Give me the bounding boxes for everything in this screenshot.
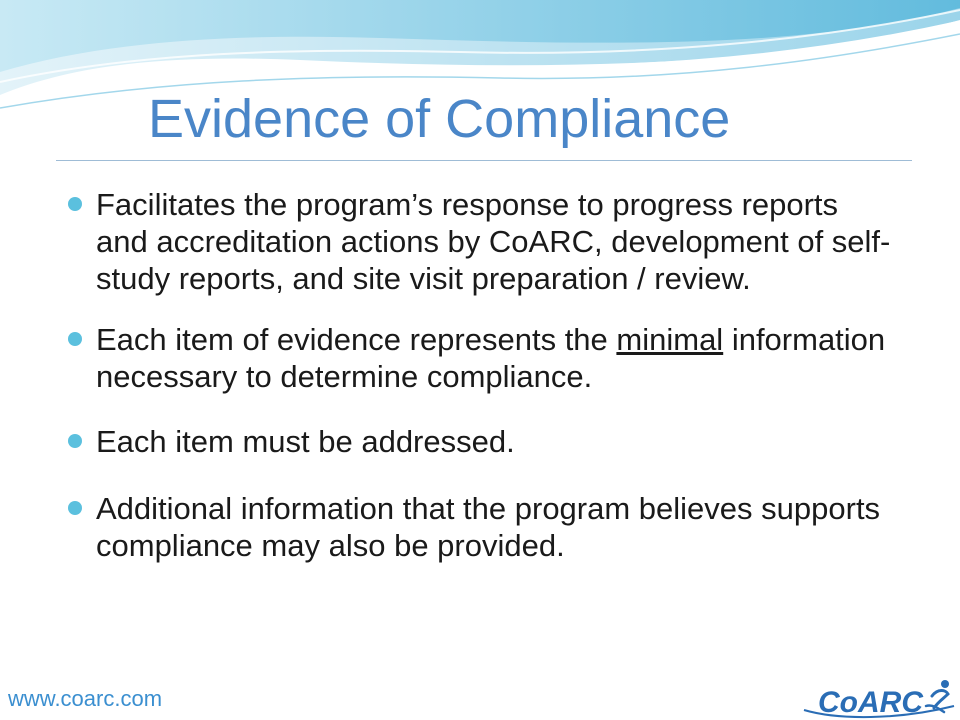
slide-title: Evidence of Compliance (148, 89, 731, 149)
bullet-text: Facilitates the program’s response to progress reports and accreditation actions by CoARC, development of self-study reports, and site visit preparation / review. (96, 187, 891, 296)
bullet-item (74, 490, 894, 564)
bullet-dot-icon (68, 197, 82, 211)
coarc-logo-icon (798, 676, 958, 720)
footer-website-link[interactable]: www.coarc.com (8, 686, 163, 711)
bullet-item (74, 186, 894, 297)
bullet-dot-icon (68, 434, 82, 448)
bullet-item (74, 423, 894, 460)
bullet-text-before: Each item of evidence represents the (96, 322, 617, 357)
logo-text: CoARC (818, 686, 923, 719)
bullet-text-after: information necessary to determine compliance. (96, 322, 886, 394)
title-divider (56, 160, 912, 161)
bullet-text: Additional information that the program believes supports compliance may also be provided. (96, 491, 881, 563)
bullet-list (74, 186, 894, 564)
bullet-text: Each item must be addressed. (96, 424, 515, 459)
bullet-underlined-word: minimal (616, 322, 724, 357)
bullet-dot-icon (68, 332, 82, 346)
bullet-item (74, 321, 894, 395)
bullet-dot-icon (68, 501, 82, 515)
